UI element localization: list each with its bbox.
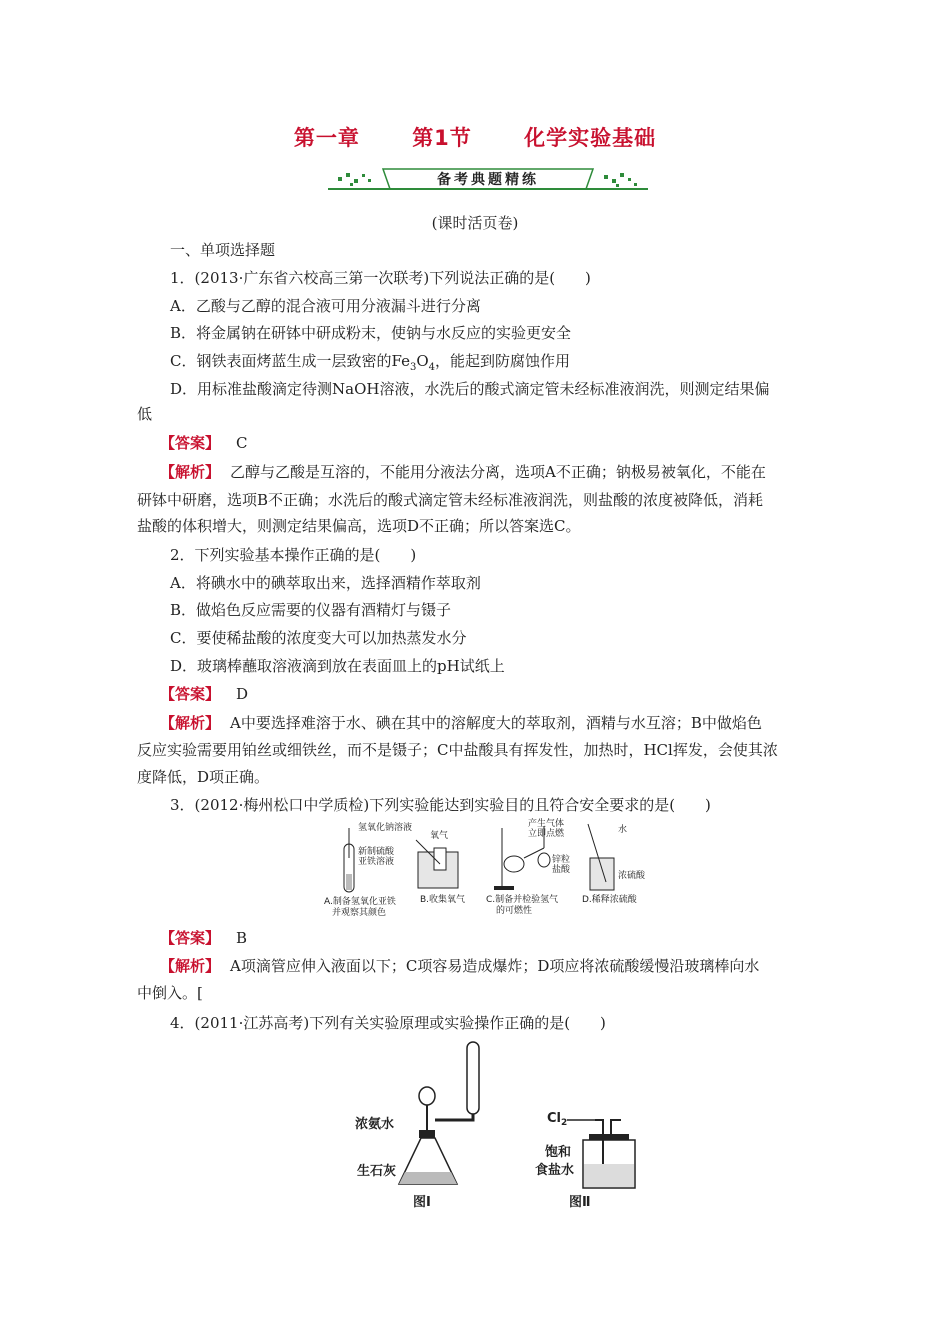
- q3-analysis: 【解析】 A项滴管应伸入液面以下；C项容易造成爆炸；D项应将浓硫酸缓慢沿玻璃棒向水: [160, 957, 760, 975]
- q3-analysis-line2: 中倒入。[: [137, 984, 203, 1002]
- q2-analysis: 【解析】 A中要选择难溶于水、碘在其中的溶解度大的萃取剂，酒精与水互溶；B中做焰色: [160, 714, 762, 732]
- svg-text:浓氨水: 浓氨水: [355, 1117, 395, 1132]
- svg-text:氧气: 氧气: [430, 831, 449, 841]
- svg-text:亚铁溶液: 亚铁溶液: [358, 857, 395, 867]
- q3-figure: [318, 818, 646, 918]
- q4-stem: 4．(2011·江苏高考)下列有关实验原理或实验操作正确的是( ): [170, 1014, 606, 1032]
- q2-analysis-line2: 反应实验需要用铂丝或细铁丝，而不是镊子；C中盐酸具有挥发性，加热时，HCl挥发，会使其浓: [137, 741, 778, 759]
- svg-text:图Ⅰ: 图Ⅰ: [413, 1195, 431, 1210]
- section-label: 第1节: [412, 126, 472, 150]
- q4-fig-2: [535, 1111, 635, 1210]
- q3-answer: 【答案】 B: [160, 929, 248, 947]
- q2-option-a: A．将碘水中的碘萃取出来，选择酒精作萃取剂: [170, 574, 481, 592]
- q2-option-d: D．玻璃棒蘸取溶液滴到放在表面皿上的pH试纸上: [170, 657, 505, 675]
- svg-text:饱和: 饱和: [545, 1145, 572, 1160]
- q1-answer: 【答案】 C: [160, 434, 248, 452]
- svg-text:立即点燃: 立即点燃: [528, 829, 565, 839]
- svg-text:生石灰: 生石灰: [357, 1164, 397, 1179]
- page-title: [0, 122, 950, 152]
- section-banner: [328, 165, 648, 193]
- cl2-label: $Cl_2$: [547, 1111, 568, 1128]
- q1-analysis: 【解析】 乙醇与乙酸是互溶的，不能用分液法分离，选项A不正确；钠极易被氧化，不能在: [160, 463, 766, 481]
- section-heading: 一、单项选择题: [170, 241, 276, 259]
- q1-option-d: D．用标准盐酸滴定待测NaOH溶液，水洗后的酸式滴定管未经标准液润洗，则测定结果偏: [170, 380, 770, 398]
- svg-text:B.收集氧气: B.收集氧气: [420, 895, 466, 905]
- q1-analysis-line2: 研钵中研磨，选项B不正确；水洗后的酸式滴定管未经标准液润洗，则盐酸的浓度被降低，消耗: [137, 491, 764, 509]
- q2-answer: 【答案】 D: [160, 685, 249, 703]
- q3-fig-a: [324, 821, 412, 918]
- q1-option-d-cont: 低: [137, 405, 153, 423]
- svg-text:并观察其颜色: 并观察其颜色: [332, 908, 387, 918]
- q1-stem: 1．(2013·广东省六校高三第一次联考)下列说法正确的是( ): [170, 269, 591, 287]
- q1-option-c: C．钢铁表面烤蓝生成一层致密的$Fe_3O_4$，能起到防腐蚀作用: [170, 352, 571, 373]
- q2-option-c: C．要使稀盐酸的浓度变大可以加热蒸发水分: [170, 629, 467, 647]
- q1-option-b: B．将金属钠在研钵中研成粉末，使钠与水反应的实验更安全: [170, 324, 572, 342]
- svg-text:锌粒: 锌粒: [552, 855, 571, 865]
- q3-fig-d: [582, 823, 646, 905]
- q1-analysis-line3: 盐酸的体积增大，则测定结果偏高，选项D不正确；所以答案选C。: [137, 517, 581, 535]
- banner-dots-left: [338, 173, 371, 186]
- svg-text:盐酸: 盐酸: [552, 865, 571, 875]
- svg-text:水: 水: [618, 825, 628, 835]
- svg-text:A.制备氢氧化亚铁: A.制备氢氧化亚铁: [324, 897, 396, 907]
- svg-text:氢氧化钠溶液: 氢氧化钠溶液: [358, 823, 413, 833]
- svg-text:新制硫酸: 新制硫酸: [358, 847, 395, 857]
- q4-fig-1: [355, 1042, 479, 1210]
- svg-text:产生气体: 产生气体: [528, 819, 565, 829]
- q3-fig-b: [416, 829, 465, 905]
- q1-option-a: A．乙酸与乙醇的混合液可用分液漏斗进行分离: [170, 297, 481, 315]
- svg-text:食盐水: 食盐水: [535, 1163, 575, 1178]
- svg-text:的可燃性: 的可燃性: [496, 906, 533, 916]
- subtitle: (课时活页卷): [431, 214, 519, 232]
- svg-text:D.稀释浓硫酸: D.稀释浓硫酸: [582, 895, 637, 905]
- q3-stem: 3．(2012·梅州松口中学质检)下列实验能达到实验目的且符合安全要求的是( ): [170, 796, 711, 814]
- q2-option-b: B．做焰色反应需要的仪器有酒精灯与镊子: [170, 601, 452, 619]
- topic-label: 化学实验基础: [524, 126, 657, 150]
- chapter-label: 第一章: [293, 126, 360, 150]
- svg-text:C.制备并检验氢气: C.制备并检验氢气: [486, 895, 559, 905]
- svg-text:浓硫酸: 浓硫酸: [618, 871, 646, 881]
- q2-analysis-line3: 度降低，D项正确。: [137, 768, 270, 786]
- banner-text: 备考典题精练: [437, 172, 539, 188]
- q4-figure: [355, 1038, 645, 1213]
- q3-fig-c: [486, 817, 571, 916]
- q2-stem: 2．下列实验基本操作正确的是( ): [170, 546, 417, 564]
- banner-dots-right: [604, 173, 637, 187]
- svg-text:图Ⅱ: 图Ⅱ: [569, 1195, 591, 1210]
